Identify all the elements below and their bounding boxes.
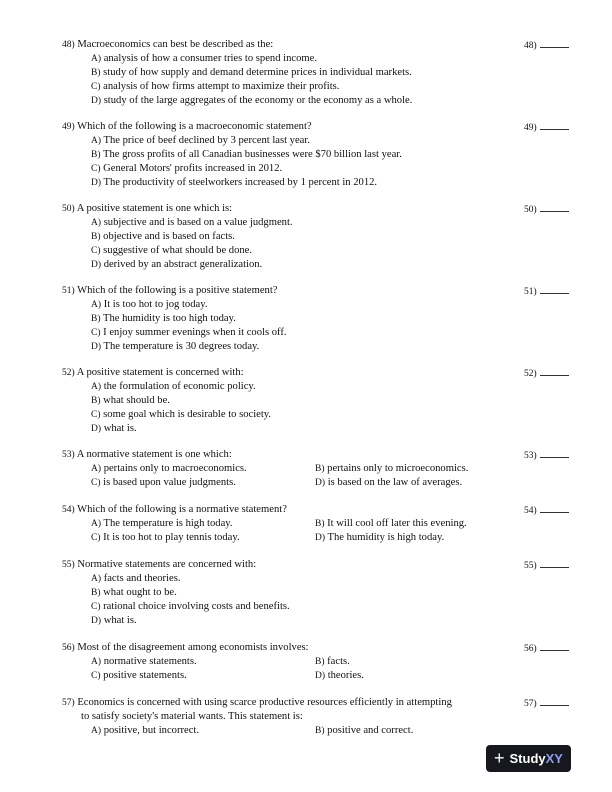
answer-blank-51: 51) <box>524 285 569 297</box>
option-b: B) objective and is based on facts. <box>91 231 235 242</box>
question-stem: 55) Normative statements are concerned with: <box>62 559 257 570</box>
options-row <box>62 655 542 669</box>
answer-blank-52: 52) <box>524 367 569 379</box>
answer-blank-49: 49) <box>524 121 569 133</box>
plus-icon: + <box>494 748 505 768</box>
options-row <box>62 476 542 490</box>
option-c: C) some goal which is desirable to society. <box>91 409 272 420</box>
answer-blank-57: 57) <box>524 697 569 709</box>
option-d: D) is based on the law of averages. <box>315 477 463 488</box>
answer-blank-53: 53) <box>524 449 569 461</box>
option-d: D) what is. <box>91 615 137 626</box>
answer-blank-50: 50) <box>524 203 569 215</box>
option-c: C) I enjoy summer evenings when it cools off. <box>91 327 287 338</box>
question-stem-continued: to satisfy society's material wants. This statement is: <box>81 711 303 722</box>
question-54 <box>62 503 542 545</box>
option-c: C) suggestive of what should be done. <box>91 245 253 256</box>
option-b: B) The humidity is too high today. <box>91 313 236 324</box>
answer-blank-54: 54) <box>524 504 569 516</box>
brand-prefix: Study <box>509 751 546 766</box>
answer-blank-55: 55) <box>524 559 569 571</box>
question-52 <box>62 366 542 436</box>
brand-suffix: XY <box>545 751 563 766</box>
option-d: D) theories. <box>315 670 364 681</box>
options-row <box>62 517 542 531</box>
options-row <box>62 669 542 683</box>
question-stem: 51) Which of the following is a positive statement? <box>62 285 278 296</box>
option-d: D) derived by an abstract generalization. <box>91 259 263 270</box>
option-a: A) facts and theories. <box>91 573 181 584</box>
question-55 <box>62 558 542 628</box>
question-50 <box>62 202 542 272</box>
option-a: A) analysis of how a consumer tries to spend income. <box>91 53 317 64</box>
options-row <box>62 724 542 738</box>
question-57 <box>62 696 542 738</box>
option-c: C) positive statements. <box>91 670 187 681</box>
option-b: B) positive and correct. <box>315 725 414 736</box>
option-a: A) the formulation of economic policy. <box>91 381 256 392</box>
option-b: B) facts. <box>315 656 350 667</box>
question-48 <box>62 38 542 108</box>
option-c: C) is based upon value judgments. <box>91 477 236 488</box>
option-a: A) normative statements. <box>91 656 197 667</box>
option-c: C) It is too hot to play tennis today. <box>91 532 240 543</box>
option-a: A) positive, but incorrect. <box>91 725 200 736</box>
answer-blank-48: 48) <box>524 39 569 51</box>
option-a: A) The temperature is high today. <box>91 518 233 529</box>
question-stem: 56) Most of the disagreement among economists involves: <box>62 642 309 653</box>
question-stem: 57) Economics is concerned with using scarce productive resources efficiently in attempting <box>62 697 452 708</box>
option-a: A) pertains only to macroeconomics. <box>91 463 247 474</box>
option-d: D) The productivity of steelworkers increased by 1 percent in 2012. <box>91 177 378 188</box>
question-stem: 53) A normative statement is one which: <box>62 449 232 460</box>
question-stem: 48) Macroeconomics can best be described as the: <box>62 39 274 50</box>
option-d: D) study of the large aggregates of the economy or the economy as a whole. <box>91 95 413 106</box>
option-c: C) analysis of how firms attempt to maximize their profits. <box>91 81 340 92</box>
question-stem: 49) Which of the following is a macroeconomic statement? <box>62 121 312 132</box>
option-a: A) The price of beef declined by 3 percent last year. <box>91 135 310 146</box>
answer-blank-56: 56) <box>524 642 569 654</box>
question-53 <box>62 448 542 490</box>
question-51 <box>62 284 542 354</box>
option-a: A) It is too hot to jog today. <box>91 299 208 310</box>
question-49 <box>62 120 542 190</box>
option-d: D) what is. <box>91 423 137 434</box>
studyxy-logo-badge[interactable] <box>486 745 571 772</box>
option-d: D) The temperature is 30 degrees today. <box>91 341 260 352</box>
option-b: B) what ought to be. <box>91 587 177 598</box>
option-b: B) It will cool off later this evening. <box>315 518 467 529</box>
option-c: C) General Motors' profits increased in 2012. <box>91 163 283 174</box>
question-56 <box>62 641 542 683</box>
option-b: B) pertains only to microeconomics. <box>315 463 469 474</box>
question-stem: 54) Which of the following is a normative statement? <box>62 504 287 515</box>
options-row <box>62 462 542 476</box>
option-b: B) study of how supply and demand determine prices in individual markets. <box>91 67 412 78</box>
option-a: A) subjective and is based on a value judgment. <box>91 217 293 228</box>
question-stem: 52) A positive statement is concerned with: <box>62 367 244 378</box>
options-row <box>62 531 542 545</box>
question-stem: 50) A positive statement is one which is: <box>62 203 233 214</box>
option-d: D) The humidity is high today. <box>315 532 445 543</box>
option-b: B) The gross profits of all Canadian businesses were $70 billion last year. <box>91 149 402 160</box>
option-c: C) rational choice involving costs and benefits. <box>91 601 290 612</box>
option-b: B) what should be. <box>91 395 170 406</box>
